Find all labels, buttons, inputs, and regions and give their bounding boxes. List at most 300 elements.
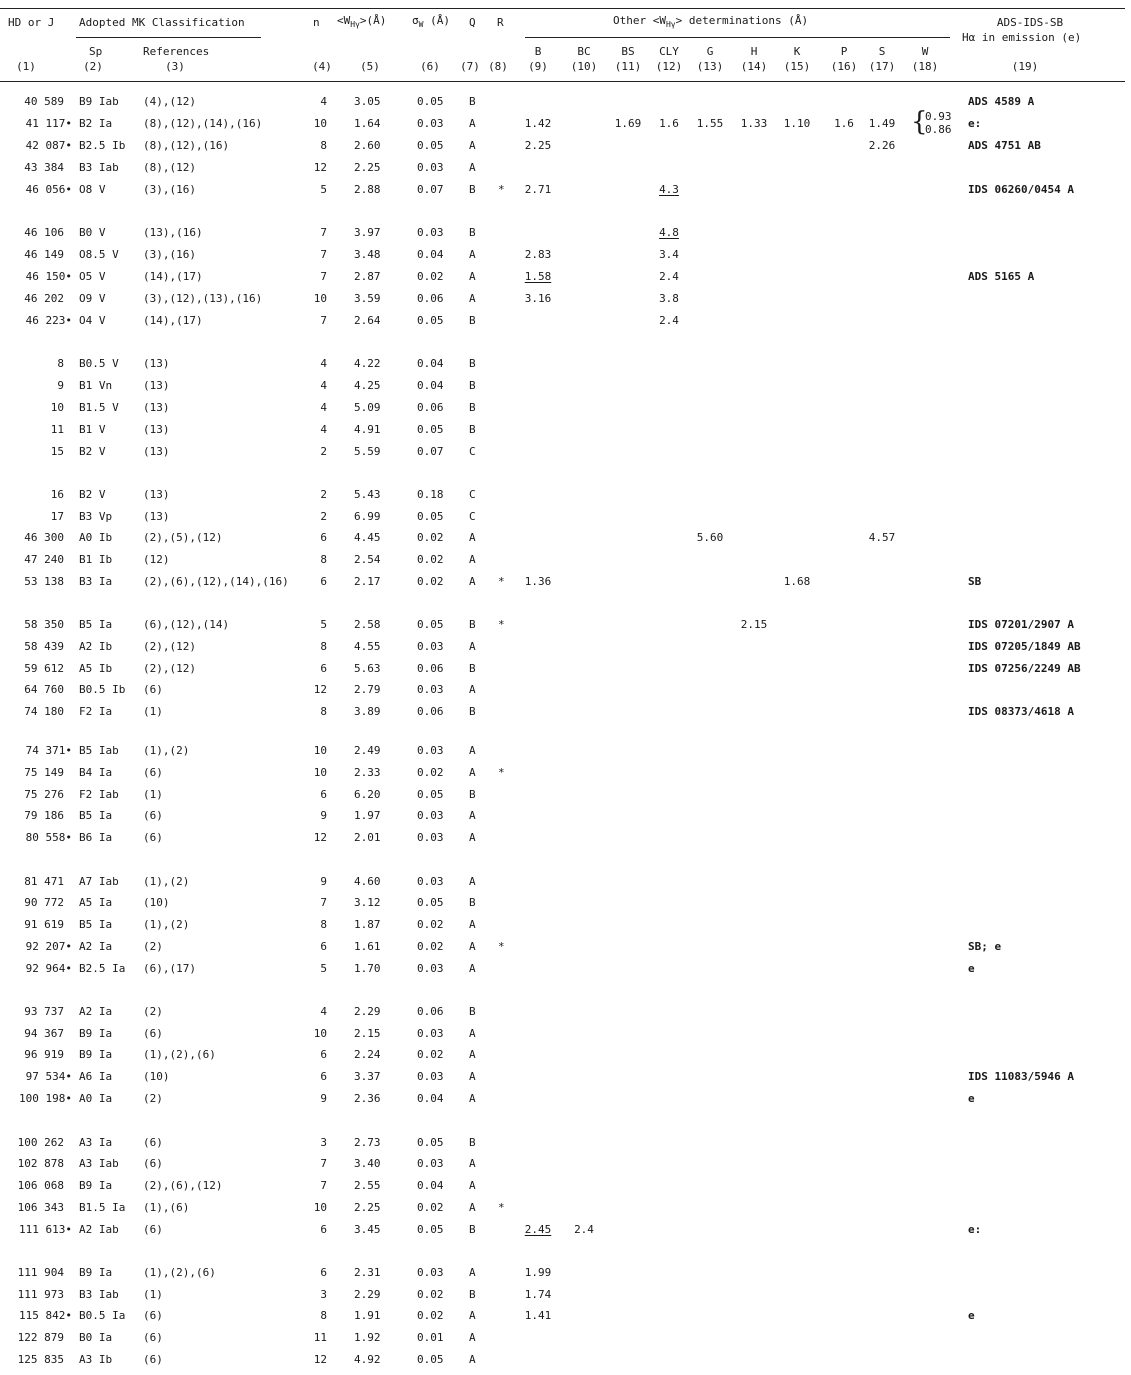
hd-number: 16 xyxy=(50,488,64,501)
hd-number: 91 619 xyxy=(24,918,64,931)
references: (6),(17) xyxy=(143,962,196,975)
sigma-value: 0.03 xyxy=(417,962,444,975)
w-value: 1.97 xyxy=(354,809,381,822)
quality-flag: B xyxy=(469,705,476,718)
w-value: 2.25 xyxy=(354,161,381,174)
hd-number: 111 973 xyxy=(17,1288,64,1301)
quality-flag: A xyxy=(469,1092,476,1105)
n-value: 6 xyxy=(320,1048,327,1061)
hd-number: 40 589 xyxy=(24,95,64,108)
spectral-type: B4 Ia xyxy=(79,766,113,779)
sigma-value: 0.05 xyxy=(417,314,444,327)
other-col-label-k: K xyxy=(793,45,801,58)
w-value: 2.31 xyxy=(354,1266,381,1279)
quality-flag: C xyxy=(469,445,476,458)
references: (13) xyxy=(143,379,170,392)
w-value: 3.97 xyxy=(354,226,381,239)
sigma-value: 0.03 xyxy=(417,744,444,757)
other-cly-value: 2.4 xyxy=(659,270,679,283)
w-value: 2.55 xyxy=(354,1179,381,1192)
col-number: (1) xyxy=(16,60,36,73)
n-value: 2 xyxy=(320,445,327,458)
n-value: 8 xyxy=(320,139,327,152)
hd-number: 46 056• xyxy=(25,183,72,196)
table-row xyxy=(0,1201,1131,1216)
sigma-value: 0.06 xyxy=(417,1005,444,1018)
other-col-label-s: S xyxy=(878,45,886,58)
table-row xyxy=(0,314,1131,329)
table-row xyxy=(0,1288,1131,1303)
table-row xyxy=(0,640,1131,655)
col-number: (10) xyxy=(570,60,598,73)
quality-flag: A xyxy=(469,766,476,779)
n-value: 3 xyxy=(320,1288,327,1301)
hd-number: 59 612 xyxy=(24,662,64,675)
ads-ids-sb-note: ADS 4589 A xyxy=(968,95,1035,108)
col-number: (2) xyxy=(83,60,103,73)
n-value: 4 xyxy=(320,357,327,370)
spectral-type: B0 V xyxy=(79,226,106,239)
other-b-value: 1.36 xyxy=(524,575,552,588)
w-value: 2.24 xyxy=(354,1048,381,1061)
quality-flag: B xyxy=(469,788,476,801)
sigma-value: 0.02 xyxy=(417,940,444,953)
w-value: 2.29 xyxy=(354,1288,381,1301)
n-value: 9 xyxy=(320,1092,327,1105)
n-value: 4 xyxy=(320,423,327,436)
w-value: 3.40 xyxy=(354,1157,381,1170)
remark-flag: * xyxy=(498,940,505,953)
other-w-value-upper: 0.93 xyxy=(925,110,952,123)
table-row xyxy=(0,788,1131,803)
spectral-type: A3 Ib xyxy=(79,1353,113,1366)
table-row xyxy=(0,1005,1131,1020)
w-value: 5.43 xyxy=(354,488,381,501)
sigma-value: 0.03 xyxy=(417,1027,444,1040)
n-value: 12 xyxy=(313,1353,327,1366)
hd-number: 8 xyxy=(57,357,64,370)
n-value: 8 xyxy=(320,918,327,931)
n-value: 2 xyxy=(320,510,327,523)
spectral-type: A2 Iab xyxy=(79,1223,119,1236)
n-value: 7 xyxy=(320,896,327,909)
n-value: 6 xyxy=(320,1266,327,1279)
hd-number: 74 180 xyxy=(24,705,64,718)
ads-ids-sb-note: ADS 5165 A xyxy=(968,270,1035,283)
n-value: 12 xyxy=(313,683,327,696)
spectral-type: F2 Ia xyxy=(79,705,113,718)
table-row xyxy=(0,510,1131,525)
hd-number: 46 202 xyxy=(24,292,64,305)
quality-flag: A xyxy=(469,248,476,261)
references: (1),(2),(6) xyxy=(143,1266,216,1279)
references: (6) xyxy=(143,683,163,696)
n-value: 10 xyxy=(313,766,327,779)
other-h-value: 1.33 xyxy=(740,117,768,130)
n-value: 9 xyxy=(320,875,327,888)
ads-ids-sb-note: e xyxy=(968,1092,975,1105)
col-ads-label-1: ADS-IDS-SB xyxy=(996,16,1064,29)
references: (6) xyxy=(143,766,163,779)
quality-flag: B xyxy=(469,379,476,392)
sigma-value: 0.05 xyxy=(417,1223,444,1236)
table-row xyxy=(0,95,1131,110)
w-value: 1.64 xyxy=(354,117,381,130)
spectral-type: B3 Ia xyxy=(79,575,113,588)
table-row xyxy=(0,683,1131,698)
sigma-value: 0.02 xyxy=(417,1048,444,1061)
hd-number: 46 150• xyxy=(25,270,72,283)
table-row xyxy=(0,1136,1131,1151)
spectral-type: B0.5 Ia xyxy=(79,1309,126,1322)
col-other-label: Other $<W_{H\gamma}>$ determinations (Å) xyxy=(613,14,809,30)
spectral-type: B0.5 Ib xyxy=(79,683,126,696)
w-value: 3.12 xyxy=(354,896,381,909)
spectral-type: B1.5 V xyxy=(79,401,119,414)
col-number: (18) xyxy=(911,60,939,73)
references: (2) xyxy=(143,940,163,953)
quality-flag: A xyxy=(469,831,476,844)
col-sp-label: Sp xyxy=(89,45,103,58)
other-p-value: 1.6 xyxy=(834,117,854,130)
table-row xyxy=(0,488,1131,503)
n-value: 6 xyxy=(320,788,327,801)
ads-ids-sb-note: IDS 07256/2249 AB xyxy=(968,662,1081,675)
references: (1),(6) xyxy=(143,1201,190,1214)
quality-flag: A xyxy=(469,553,476,566)
sigma-value: 0.07 xyxy=(417,445,444,458)
spectral-type: B9 Ia xyxy=(79,1048,113,1061)
col-number: (13) xyxy=(696,60,724,73)
other-b-value: 2.25 xyxy=(524,139,552,152)
sigma-value: 0.05 xyxy=(417,1136,444,1149)
quality-flag: B xyxy=(469,1136,476,1149)
ads-ids-sb-note: e xyxy=(968,962,975,975)
other-cly-value: 4.3 xyxy=(659,183,679,196)
quality-flag: B xyxy=(469,1288,476,1301)
other-cly-value: 2.4 xyxy=(659,314,679,327)
table-row xyxy=(0,1070,1131,1085)
n-value: 5 xyxy=(320,183,327,196)
other-g-value: 1.55 xyxy=(696,117,724,130)
quality-flag: A xyxy=(469,292,476,305)
n-value: 4 xyxy=(320,379,327,392)
table-row xyxy=(0,423,1131,438)
references: (2),(6),(12),(14),(16) xyxy=(143,575,289,588)
sigma-value: 0.06 xyxy=(417,292,444,305)
col-number: (9) xyxy=(528,60,548,73)
other-b-value: 2.83 xyxy=(524,248,552,261)
n-value: 8 xyxy=(320,1309,327,1322)
references: (6) xyxy=(143,1157,163,1170)
spectral-type: B0 Ia xyxy=(79,1331,113,1344)
spectral-type: B1.5 Ia xyxy=(79,1201,126,1214)
table-row xyxy=(0,1309,1131,1324)
references: (14),(17) xyxy=(143,314,203,327)
w-value: 2.49 xyxy=(354,744,381,757)
table-row xyxy=(0,831,1131,846)
table-row xyxy=(0,139,1131,154)
sigma-value: 0.05 xyxy=(417,1353,444,1366)
spectral-type: A2 Ib xyxy=(79,640,113,653)
n-value: 7 xyxy=(320,1157,327,1170)
references: (6) xyxy=(143,1309,163,1322)
n-value: 10 xyxy=(313,1201,327,1214)
quality-flag: A xyxy=(469,744,476,757)
n-value: 6 xyxy=(320,1070,327,1083)
spectral-type: O4 V xyxy=(79,314,106,327)
other-b-value: 1.58 xyxy=(524,270,552,283)
references: (6) xyxy=(143,809,163,822)
quality-flag: A xyxy=(469,1179,476,1192)
table-row xyxy=(0,1353,1131,1368)
hd-number: 74 371• xyxy=(25,744,72,757)
table-row xyxy=(0,445,1131,460)
col-q-label: Q xyxy=(469,16,476,29)
hd-number: 97 534• xyxy=(25,1070,72,1083)
header-bottom-rule xyxy=(0,81,1125,82)
n-value: 4 xyxy=(320,95,327,108)
spectral-type: A6 Ia xyxy=(79,1070,113,1083)
quality-flag: A xyxy=(469,875,476,888)
hd-number: 58 350 xyxy=(24,618,64,631)
references: (2),(12) xyxy=(143,640,196,653)
hd-number: 111 904 xyxy=(17,1266,64,1279)
spectral-type: B2.5 Ia xyxy=(79,962,126,975)
n-value: 4 xyxy=(320,1005,327,1018)
spectral-type: O8 V xyxy=(79,183,106,196)
table-row xyxy=(0,270,1131,285)
hd-number: 46 223• xyxy=(25,314,72,327)
quality-flag: A xyxy=(469,809,476,822)
sigma-value: 0.02 xyxy=(417,270,444,283)
references: (8),(12),(16) xyxy=(143,139,230,152)
mk-rule xyxy=(76,37,261,38)
references: (12) xyxy=(143,553,170,566)
ads-ids-sb-note: IDS 06260/0454 A xyxy=(968,183,1074,196)
quality-flag: A xyxy=(469,940,476,953)
table-row xyxy=(0,1266,1131,1281)
w-value: 2.58 xyxy=(354,618,381,631)
ads-ids-sb-note: e: xyxy=(968,117,982,130)
references: (13) xyxy=(143,357,170,370)
hd-number: 9 xyxy=(57,379,64,392)
w-value: 3.89 xyxy=(354,705,381,718)
ads-ids-sb-note: SB xyxy=(968,575,982,588)
quality-flag: A xyxy=(469,161,476,174)
top-rule xyxy=(0,8,1125,9)
table-row xyxy=(0,962,1131,977)
hd-number: 122 879 xyxy=(17,1331,64,1344)
table-row xyxy=(0,401,1131,416)
spectral-type: A0 Ia xyxy=(79,1092,113,1105)
n-value: 5 xyxy=(320,962,327,975)
hd-number: 115 842• xyxy=(19,1309,72,1322)
hd-number: 100 262 xyxy=(17,1136,64,1149)
other-b-value: 1.41 xyxy=(524,1309,552,1322)
sigma-value: 0.01 xyxy=(417,1331,444,1344)
w-value: 3.05 xyxy=(354,95,381,108)
spectral-type: B9 Ia xyxy=(79,1027,113,1040)
spectral-type: A3 Iab xyxy=(79,1157,119,1170)
spectral-type: B1 V xyxy=(79,423,106,436)
other-s-value: 1.49 xyxy=(868,117,896,130)
other-cly-value: 4.8 xyxy=(659,226,679,239)
col-refs-label: References xyxy=(143,45,210,58)
quality-flag: C xyxy=(469,510,476,523)
spectral-type: B3 Vp xyxy=(79,510,113,523)
sigma-value: 0.07 xyxy=(417,183,444,196)
other-k-value: 1.68 xyxy=(783,575,811,588)
n-value: 5 xyxy=(320,618,327,631)
w-value: 3.48 xyxy=(354,248,381,261)
table-row xyxy=(0,940,1131,955)
spectral-type: O8.5 V xyxy=(79,248,119,261)
w-value: 4.60 xyxy=(354,875,381,888)
references: (4),(12) xyxy=(143,95,196,108)
n-value: 12 xyxy=(313,161,327,174)
references: (2),(5),(12) xyxy=(143,531,223,544)
spectral-type: A5 Ib xyxy=(79,662,113,675)
w-value: 2.17 xyxy=(354,575,381,588)
references: (1),(2),(6) xyxy=(143,1048,216,1061)
references: (10) xyxy=(143,896,170,909)
spectral-type: B5 Iab xyxy=(79,744,119,757)
ads-ids-sb-note: IDS 07201/2907 A xyxy=(968,618,1074,631)
w-value: 1.91 xyxy=(354,1309,381,1322)
sigma-value: 0.06 xyxy=(417,662,444,675)
w-value: 5.59 xyxy=(354,445,381,458)
table-row xyxy=(0,766,1131,781)
w-value: 2.01 xyxy=(354,831,381,844)
table-row xyxy=(0,705,1131,720)
references: (10) xyxy=(143,1070,170,1083)
other-b-value: 2.45 xyxy=(524,1223,552,1236)
hd-number: 111 613• xyxy=(19,1223,72,1236)
remark-flag: * xyxy=(498,1201,505,1214)
remark-flag: * xyxy=(498,183,505,196)
other-h-value: 2.15 xyxy=(740,618,768,631)
w-value: 6.20 xyxy=(354,788,381,801)
table-row xyxy=(0,1179,1131,1194)
references: (13) xyxy=(143,401,170,414)
col-hd-label: HD or J xyxy=(8,16,55,29)
spectral-type: O5 V xyxy=(79,270,106,283)
n-value: 3 xyxy=(320,1136,327,1149)
references: (1) xyxy=(143,705,163,718)
w-value: 3.45 xyxy=(354,1223,381,1236)
hd-number: 106 068 xyxy=(17,1179,64,1192)
table-row xyxy=(0,531,1131,546)
ads-ids-sb-note: SB; e xyxy=(968,940,1002,953)
hd-number: 15 xyxy=(50,445,64,458)
other-b-value: 1.99 xyxy=(524,1266,552,1279)
hd-number: 100 198• xyxy=(19,1092,72,1105)
quality-flag: B xyxy=(469,618,476,631)
table-row xyxy=(0,292,1131,307)
sigma-value: 0.02 xyxy=(417,575,444,588)
ads-ids-sb-note: ADS 4751 AB xyxy=(968,139,1041,152)
quality-flag: A xyxy=(469,117,476,130)
references: (13) xyxy=(143,445,170,458)
spectral-type: B9 Ia xyxy=(79,1179,113,1192)
sigma-value: 0.04 xyxy=(417,248,444,261)
quality-flag: A xyxy=(469,962,476,975)
quality-flag: A xyxy=(469,640,476,653)
w-value: 4.22 xyxy=(354,357,381,370)
quality-flag: A xyxy=(469,1331,476,1344)
quality-flag: A xyxy=(469,1309,476,1322)
other-bs-value: 1.69 xyxy=(614,117,642,130)
references: (6) xyxy=(143,1027,163,1040)
w-value: 5.63 xyxy=(354,662,381,675)
hd-number: 53 138 xyxy=(24,575,64,588)
references: (6) xyxy=(143,1136,163,1149)
references: (3),(16) xyxy=(143,183,196,196)
sigma-value: 0.04 xyxy=(417,1092,444,1105)
w-value: 4.25 xyxy=(354,379,381,392)
other-b-value: 1.74 xyxy=(524,1288,552,1301)
n-value: 7 xyxy=(320,1179,327,1192)
hd-number: 79 186 xyxy=(24,809,64,822)
hd-number: 58 439 xyxy=(24,640,64,653)
col-number: (11) xyxy=(614,60,642,73)
col-r-label: R xyxy=(497,16,504,29)
table-row xyxy=(0,553,1131,568)
table-row xyxy=(0,575,1131,590)
other-col-label-p: P xyxy=(840,45,848,58)
sigma-value: 0.03 xyxy=(417,640,444,653)
spectral-type: B2.5 Ib xyxy=(79,139,126,152)
quality-flag: B xyxy=(469,357,476,370)
ads-ids-sb-note: IDS 07205/1849 AB xyxy=(968,640,1081,653)
col-number: (5) xyxy=(360,60,380,73)
hd-number: 41 117• xyxy=(25,117,72,130)
references: (6) xyxy=(143,831,163,844)
col-n-label: n xyxy=(313,16,320,29)
n-value: 7 xyxy=(320,270,327,283)
sigma-value: 0.02 xyxy=(417,918,444,931)
quality-flag: A xyxy=(469,918,476,931)
sigma-value: 0.02 xyxy=(417,553,444,566)
spectral-type: B9 Iab xyxy=(79,95,119,108)
w-value: 2.60 xyxy=(354,139,381,152)
other-col-label-cly: CLY xyxy=(659,45,679,58)
col-number: (4) xyxy=(312,60,332,73)
col-number: (12) xyxy=(655,60,683,73)
spectral-type: A2 Ia xyxy=(79,1005,113,1018)
table-row xyxy=(0,809,1131,824)
w-value: 4.91 xyxy=(354,423,381,436)
quality-flag: A xyxy=(469,531,476,544)
references: (1),(2) xyxy=(143,918,190,931)
hd-number: 11 xyxy=(50,423,64,436)
hd-number: 94 367 xyxy=(24,1027,64,1040)
n-value: 8 xyxy=(320,640,327,653)
sigma-value: 0.05 xyxy=(417,896,444,909)
other-col-label-b: B xyxy=(534,45,542,58)
table-row xyxy=(0,918,1131,933)
table-row xyxy=(0,183,1131,198)
w-value: 2.88 xyxy=(354,183,381,196)
references: (13) xyxy=(143,423,170,436)
table-row xyxy=(0,379,1131,394)
quality-flag: A xyxy=(469,575,476,588)
quality-flag: B xyxy=(469,183,476,196)
remark-flag: * xyxy=(498,618,505,631)
hd-number: 90 772 xyxy=(24,896,64,909)
hd-number: 64 760 xyxy=(24,683,64,696)
